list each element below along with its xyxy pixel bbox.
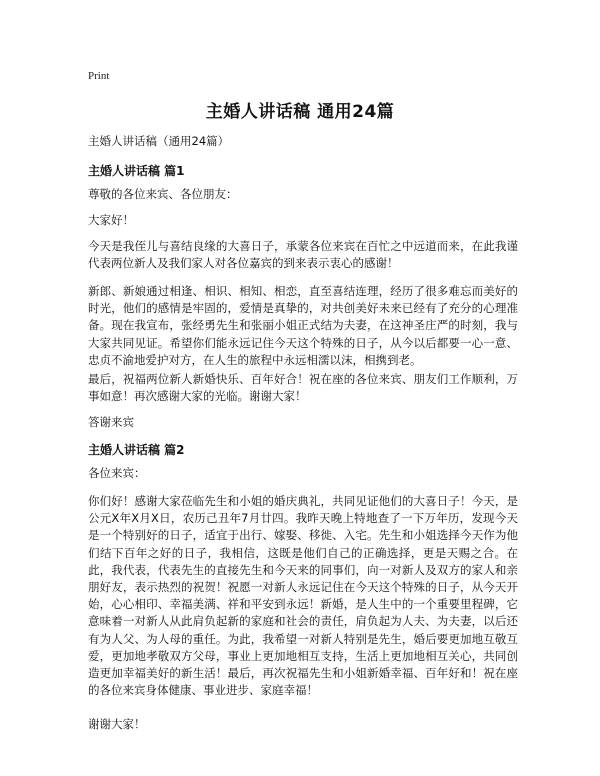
paragraph: 谢谢大家！ <box>88 717 146 731</box>
paragraph: 尊敬的各位来宾、各位朋友： <box>88 187 238 201</box>
paragraph: 最后，祝福两位新人新婚快乐、百年好合！祝在座的各位来宾、朋友们工作顺利，万事如意！再次感谢大家的光临。谢谢大家！ <box>88 372 518 404</box>
print-label: Print <box>88 70 110 82</box>
paragraph: 你们好！感谢大家莅临先生和小姐的婚庆典礼，共同见证他们的大喜日子！今天，是公元X年X月X日，农历己丑年7月廿四。我昨天晚上特地查了一下万年历，发现今天是一个特别好的日子，适宜于出行、嫁娶、移徙、入宅。先生和小姐选择今天作为他们结下百年之好的日子，我相信，这既是他们自己的正确选择，更是天赐之合。在此，我代表，代表先生的直接先生和今天来的同事们，向一对新人及双方的家人和亲朋好友，表示热烈的祝贺！祝愿一对新人永远记住在今天这个特殊的日子，从今天开始，心心相印、幸福美满、祥和平安到永远！新婚，是人生中的一个重要里程碑，它意味着一对新人从此肩负起新的家庭和社会的责任，肩负起为人夫、为夫妻，以后还有为人父、为人母的重任。为此，我希望一对新人特别是先生，婚后要更加地互敬互爱，更加地孝敬双方父母，事业上更加地相互支持，生活上更加地相互关心，共同创造更加幸福美好的新生活！最后，再次祝福先生和小姐新婚幸福、百年好和！祝在座的各位来宾身体健康、事业进步、家庭幸福！ <box>88 494 518 698</box>
document-subtitle: 主婚人讲话稿（通用24篇） <box>88 134 230 148</box>
page-title: 主婚人讲话稿 通用24篇 <box>205 102 395 122</box>
paragraph: 新郎、新娘通过相逢、相识、相知、相恋，直至喜结连理，经历了很多难忘而美好的时光，他们的感情是牢固的，爱情是真挚的，对共创美好未来已经有了充分的心理准备。现在我宣布，张经勇先生和张丽小姐正式结为夫妻，在这神圣庄严的时刻，我与大家共同见证。希望你们能永远记住今天这个特殊的日子，从今以后都要一心一意、忠贞不渝地爱护对方，在人生的旅程中永远相濡以沫，相携到老。 <box>88 284 518 367</box>
paragraph: 今天是我侄儿与喜结良缘的大喜日子，承蒙各位来宾在百忙之中远道而来，在此我谨代表两位新人及我们家人对各位嘉宾的到来表示衷心的感谢！ <box>88 239 518 271</box>
paragraph: 大家好！ <box>88 213 134 227</box>
paragraph: 各位来宾： <box>88 466 146 480</box>
section-heading-2: 主婚人讲话稿 篇2 <box>88 443 185 457</box>
paragraph: 答谢来宾 <box>88 415 134 429</box>
section-heading-1: 主婚人讲话稿 篇1 <box>88 164 185 178</box>
